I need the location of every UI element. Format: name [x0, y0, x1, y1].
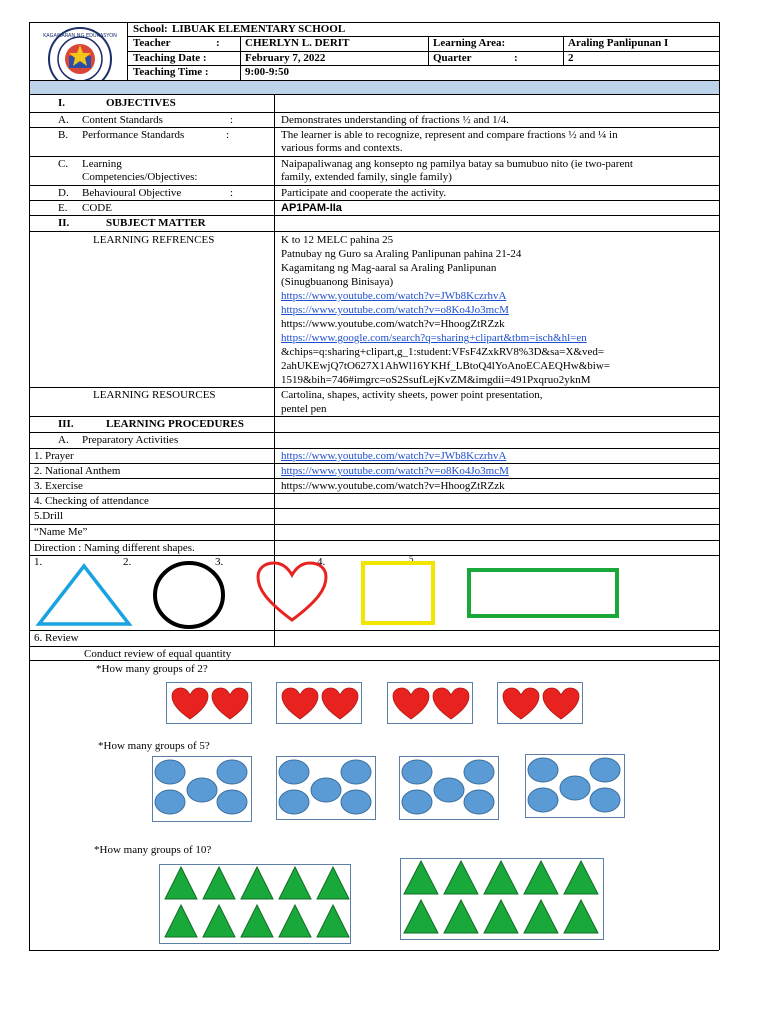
green-triangle-icon: [484, 900, 518, 933]
green-triangle-icon: [165, 905, 197, 937]
code-label: CODE: [82, 202, 112, 214]
green-triangle-icon: [564, 900, 598, 933]
school-name: LIBUAK ELEMENTARY SCHOOL: [172, 23, 346, 35]
competencies-label-2: Competencies/Objectives:: [82, 171, 198, 183]
green-triangle-icon: [317, 905, 349, 937]
learning-references-label: LEARNING REFRENCES: [93, 234, 215, 246]
green-triangle-icon: [564, 861, 598, 894]
quarter-label: Quarter: [433, 52, 472, 64]
shape-number-5: 5: [409, 554, 414, 564]
ref-0: K to 12 MELC pahina 25: [281, 234, 394, 246]
drill-title: “Name Me”: [34, 526, 88, 538]
objectives-heading: OBJECTIVES: [106, 97, 176, 109]
ref-1: Patnubay ng Guro sa Araling Panlipunan pahina 21-24: [281, 248, 522, 260]
learning-resources-value-1: Cartolina, shapes, activity sheets, power point presentation,: [281, 389, 543, 401]
ref-9: 2ahUKEwjQ7tO627X1AhWl16YKHf_LBtoQ4lYoAnoECAEQHw&biw=: [281, 360, 610, 372]
question-groups-of-2: *How many groups of 2?: [96, 663, 208, 675]
competencies-value-1: Naipapaliwanag ang konsepto ng pamilya batay sa bumubuo nito (ie two-parent: [281, 158, 633, 170]
learning-area-value: Araling Panlipunan I: [568, 37, 669, 49]
code-value: AP1PAM-IIa: [281, 202, 342, 214]
question-groups-of-10: *How many groups of 10?: [94, 844, 212, 856]
ref-link-anthem[interactable]: https://www.youtube.com/watch?v=o8Ko4Jo3mcM: [281, 304, 509, 316]
subject-matter-num: II.: [58, 217, 70, 229]
attendance-label: 4. Checking of attendance: [34, 495, 149, 507]
objectives-num: I.: [58, 97, 66, 109]
green-triangle-icon: [444, 861, 478, 894]
ref-2: Kagamitang ng Mag-aaral sa Araling Panlipunan: [281, 262, 497, 274]
green-triangle-icon: [404, 861, 438, 894]
behavioural-objective-label: Behavioural Objective: [82, 187, 182, 199]
preparatory-activities-label: Preparatory Activities: [82, 434, 179, 446]
behavioural-objective-value: Participate and cooperate the activity.: [281, 187, 447, 199]
green-triangle-icon: [165, 867, 197, 899]
performance-standards-value-2: various forms and contexts.: [281, 142, 403, 154]
teaching-time-label: Teaching Time :: [133, 66, 209, 78]
exercise-label: 3. Exercise: [34, 480, 83, 492]
shape-number-3: 3.: [215, 556, 224, 568]
lesson-plan-page: KAGAWARAN NG EDUKASYON School : LIBUAK ELEMENTARY SCHOOL Teacher : CHERLYN L. DERIT Learning Area: Araling Panlipunan I Teaching Date : February 7, 2022 Quarter : 2 Teaching Time : 9:00-9:50 I. OBJECTIVES A. Content Standards : Demonstrates understanding of fractions ½ and 1/4. B. Performance Standards : The learner is able to recognize, represent and compare fractions ½ and ¼ in various forms and contexts. C. Learning Competencies/Objectives: Naipapaliwanag ang konsepto ng pamilya batay sa bumubuo nito (ie two-parent family, extended family, single family) D. Behavioural Objective : Participate and cooperate the activity. E. CODE AP1PAM-IIa II. SUBJECT MATTER LEARNING REFRENCES K to 12 MELC pahina 25 Patnubay ng Guro sa Araling Panlipunan pahina 21-24 Kagamitang ng Mag-aaral sa Araling Panlipunan (Sinugbuanong Binisaya) https://www.youtube.com/watch?v=JWb8KczrhvA https://www.youtube.com/watch?v=o8Ko4Jo3mcM https://www.youtube.com/watch?v=HhoogZtRZzk https://www.google.com/search?q=sharing+clipart&tbm=isch&hl=en &chips=q:sharing+clipart,g_1:student:VFsF4ZxkRV8%3D&sa=X&ved= 2ahUKEwjQ7tO627X1AhWl16YKHf_LBtoQ4lYoAnoECAEQHw&biw= 1519&bih=746#imgrc=oS2SsufLejKvZM&imgdii=491Pxqruo2yknM LEARNING RESOURCES Cartolina, shapes, activity sheets, power point presentation, pentel pen III. LEARNING PROCEDURES A. Preparatory Activities 1. Prayer https://www.youtube.com/watch?v=JWb8KczrhvA 2. National Anthem https://www.youtube.com/watch?v=o8Ko4Jo3mcM 3. Exercise https://www.youtube.com/watch?v=HhoogZtRZzk 4. Checking of attendance 5.Drill “Name Me” Direction : Naming different shapes. 1. 2. 3. 4. 5 6. Review Conduct review of equal quantity *How many groups of 2? *How many groups of 5? *How many groups of 10?: [0, 0, 768, 1024]
shape-number-1: 1.: [34, 556, 43, 568]
green-triangle-icon: [524, 861, 558, 894]
procedures-num: III.: [58, 418, 74, 430]
teaching-date-label: Teaching Date :: [133, 52, 207, 64]
anthem-label: 2. National Anthem: [34, 465, 121, 477]
teacher-label: Teacher: [133, 37, 171, 49]
green-triangle-icon: [444, 900, 478, 933]
prayer-label: 1. Prayer: [34, 450, 74, 462]
competencies-label-1: Learning: [82, 158, 122, 170]
learning-area-label: Learning Area:: [433, 37, 506, 49]
competencies-value-2: family, extended family, single family): [281, 171, 452, 183]
green-triangle-icon: [203, 867, 235, 899]
anthem-link[interactable]: https://www.youtube.com/watch?v=o8Ko4Jo3mcM: [281, 465, 509, 477]
review-label: 6. Review: [34, 632, 79, 644]
learning-resources-label: LEARNING RESOURCES: [93, 389, 216, 401]
shape-number-2: 2.: [123, 556, 132, 568]
subject-matter-heading: SUBJECT MATTER: [106, 217, 206, 229]
green-triangle-icon: [203, 905, 235, 937]
question-groups-of-5: *How many groups of 5?: [98, 740, 210, 752]
teacher-name: CHERLYN L. DERIT: [245, 37, 350, 49]
ref-3: (Sinugbuanong Binisaya): [281, 276, 394, 288]
teaching-date-value: February 7, 2022: [245, 52, 326, 64]
ref-8: &chips=q:sharing+clipart,g_1:student:VFsF4ZxkRV8%3D&sa=X&ved=: [281, 346, 605, 358]
green-triangle-icon: [241, 905, 273, 937]
exercise-link[interactable]: https://www.youtube.com/watch?v=HhoogZtRZzk: [281, 480, 505, 492]
green-triangle-icon: [484, 861, 518, 894]
procedures-heading: LEARNING PROCEDURES: [106, 418, 244, 430]
drill-label: 5.Drill: [34, 510, 64, 522]
green-triangle-icon: [279, 867, 311, 899]
ref-link-exercise[interactable]: https://www.youtube.com/watch?v=HhoogZtRZzk: [281, 318, 505, 330]
green-triangle-icon: [524, 900, 558, 933]
green-triangle-icon: [317, 867, 349, 899]
green-triangle-icon: [404, 900, 438, 933]
performance-standards-value-1: The learner is able to recognize, represent and compare fractions ½ and ¼ in: [281, 129, 618, 141]
performance-standards-label: Performance Standards: [82, 129, 185, 141]
review-instruction: Conduct review of equal quantity: [84, 648, 232, 660]
green-triangle-icon: [279, 905, 311, 937]
school-label: School: [133, 23, 165, 35]
ref-link-prayer[interactable]: https://www.youtube.com/watch?v=JWb8KczrhvA: [281, 290, 507, 302]
shape-number-4: 4.: [317, 556, 326, 568]
quarter-value: 2: [568, 52, 574, 64]
green-triangle-icon: [241, 867, 273, 899]
prayer-link[interactable]: https://www.youtube.com/watch?v=JWb8KczrhvA: [281, 450, 507, 462]
content-standards-label: Content Standards: [82, 114, 163, 126]
ref-link-google[interactable]: https://www.google.com/search?q=sharing+clipart&tbm=isch&hl=en: [281, 332, 587, 344]
drill-direction: Direction : Naming different shapes.: [34, 542, 195, 554]
learning-resources-value-2: pentel pen: [281, 403, 327, 415]
ref-10: 1519&bih=746#imgrc=oS2SsufLejKvZM&imgdii=491Pxqruo2yknM: [281, 374, 591, 386]
content-standards-value: Demonstrates understanding of fractions ½ and 1/4.: [281, 114, 509, 126]
seal-text: KAGAWARAN NG EDUKASYON: [43, 33, 117, 39]
teaching-time-value: 9:00-9:50: [245, 66, 289, 78]
